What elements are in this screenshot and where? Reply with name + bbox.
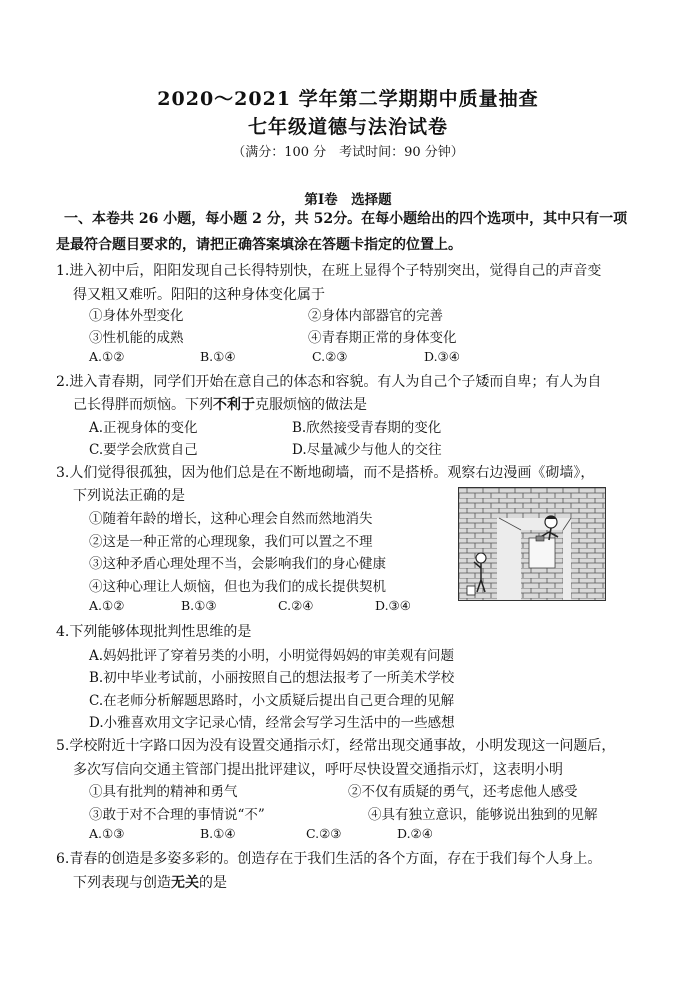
q3-choice-c: C.②④ — [278, 598, 314, 613]
q1-stem-line2: 得又粗又难听。阳阳的这种身体变化属于 — [73, 287, 325, 303]
q2-stem-line1: 2.进入青春期，同学们开始在意自己的体态和容貌。有人为自己个子矮而自卑；有人为自 — [56, 374, 602, 390]
q3-choice-b: B.①③ — [181, 598, 217, 613]
q2-stem-line2 — [73, 394, 367, 414]
q6-stem-part1: 下列表现与创造 — [73, 875, 171, 891]
q3-choice-a: A.①② — [89, 598, 125, 613]
q3-statement-4: ④这种心理让人烦恼，但也为我们的成长提供契机 — [89, 579, 386, 595]
q4-choice-d: D.小雅喜欢用文字记录心情，经常会写学习生活中的一些感想 — [89, 715, 455, 731]
q4-choice-b: B.初中毕业考试前，小丽按照自己的想法报考了一所美术学校 — [89, 670, 455, 686]
q2-stem-emphasis: 不利于 — [213, 397, 255, 413]
exam-title-year: 2020～2021 学年第二学期期中质量抽查 — [157, 88, 539, 110]
q2-choice-a: A.正视身体的变化 — [89, 420, 198, 436]
section-instruction-line1: 一、本卷共 26 小题，每小题 2 分，共 52分。在每小题给出的四个选项中，其中只有一项 — [64, 211, 628, 227]
q2-stem-part2: 克服烦恼的做法是 — [255, 397, 367, 413]
q5-choice-d: D.②④ — [397, 826, 433, 841]
q1-stem-line1: 1.进入初中后，阳阳发现自己长得特别快，在班上显得个子特别突出，觉得自己的声音变 — [56, 263, 602, 279]
brick-wall-cartoon-art — [459, 488, 605, 600]
q4-stem: 4.下列能够体现批判性思维的是 — [56, 624, 252, 640]
q1-statement-2: ②身体内部器官的完善 — [308, 308, 443, 324]
q3-statement-3: ③这种矛盾心理处理不当，会影响我们的身心健康 — [89, 556, 386, 572]
q1-statement-3: ③性机能的成熟 — [89, 330, 184, 346]
section-instruction-line2: 是最符合题目要求的，请把正确答案填涂在答题卡指定的位置上。 — [56, 237, 462, 253]
q5-statement-2: ②不仅有质疑的勇气，还考虑他人感受 — [348, 784, 578, 800]
q6-stem-part2: 的是 — [199, 875, 227, 891]
q3-statement-1: ①随着年龄的增长，这种心理会自然而然地消失 — [89, 511, 373, 527]
q6-stem-line2 — [73, 872, 227, 892]
q5-choice-a: A.①③ — [89, 826, 125, 841]
q3-statement-2: ②这是一种正常的心理现象，我们可以置之不理 — [89, 534, 373, 550]
q5-choice-b: B.①④ — [200, 826, 236, 841]
q5-statement-4: ④具有独立意识，能够说出独到的见解 — [368, 807, 598, 823]
section-title: 第Ⅰ卷 选择题 — [304, 192, 392, 208]
q2-choice-b: B.欣然接受青春期的变化 — [292, 420, 442, 436]
q4-choice-c: C.在老师分析解题思路时，小文质疑后提出自己更合理的见解 — [89, 693, 455, 709]
q5-choice-c: C.②③ — [306, 826, 342, 841]
q2-stem-part1: 己长得胖而烦恼。下列 — [73, 397, 213, 413]
q5-statement-3: ③敢于对不合理的事情说“不” — [89, 807, 265, 823]
q5-stem-line2: 多次写信向交通主管部门提出批评建议，呼吁尽快设置交通指示灯，这表明小明 — [73, 762, 563, 778]
exam-subtitle: （满分：100 分 考试时间：90 分钟） — [232, 145, 464, 160]
q3-stem-line1: 3.人们觉得很孤独，因为他们总是在不断地砌墙，而不是搭桥。观察右边漫画《砌墙》， — [56, 465, 595, 481]
q3-stem-line2: 下列说法正确的是 — [73, 488, 185, 504]
q6-stem-emphasis: 无关 — [171, 875, 199, 891]
q1-choice-a: A.①② — [89, 349, 125, 364]
exam-title-subject: 七年级道德与法治试卷 — [247, 116, 448, 138]
q1-statement-4: ④青春期正常的身体变化 — [308, 330, 457, 346]
q5-statement-1: ①具有批判的精神和勇气 — [89, 784, 238, 800]
q6-stem-line1: 6.青春的创造是多姿多彩的。创造存在于我们生活的各个方面，存在于我们每个人身上。 — [56, 851, 602, 867]
q5-stem-line1: 5.学校附近十字路口因为没有设置交通指示灯，经常出现交通事故，小明发现这一问题后， — [56, 738, 616, 754]
q1-choice-d: D.③④ — [424, 349, 460, 364]
q2-choice-d: D.尽量减少与他人的交往 — [292, 442, 442, 458]
q1-choice-b: B.①④ — [200, 349, 236, 364]
q4-choice-a: A.妈妈批评了穿着另类的小明，小明觉得妈妈的审美观有问题 — [89, 648, 455, 664]
q2-choice-c: C.要学会欣赏自己 — [89, 442, 198, 458]
q3-choice-d: D.③④ — [375, 598, 411, 613]
q1-choice-c: C.②③ — [312, 349, 348, 364]
brick-wall-cartoon — [458, 487, 606, 601]
q1-statement-1: ①身体外型变化 — [89, 308, 184, 324]
